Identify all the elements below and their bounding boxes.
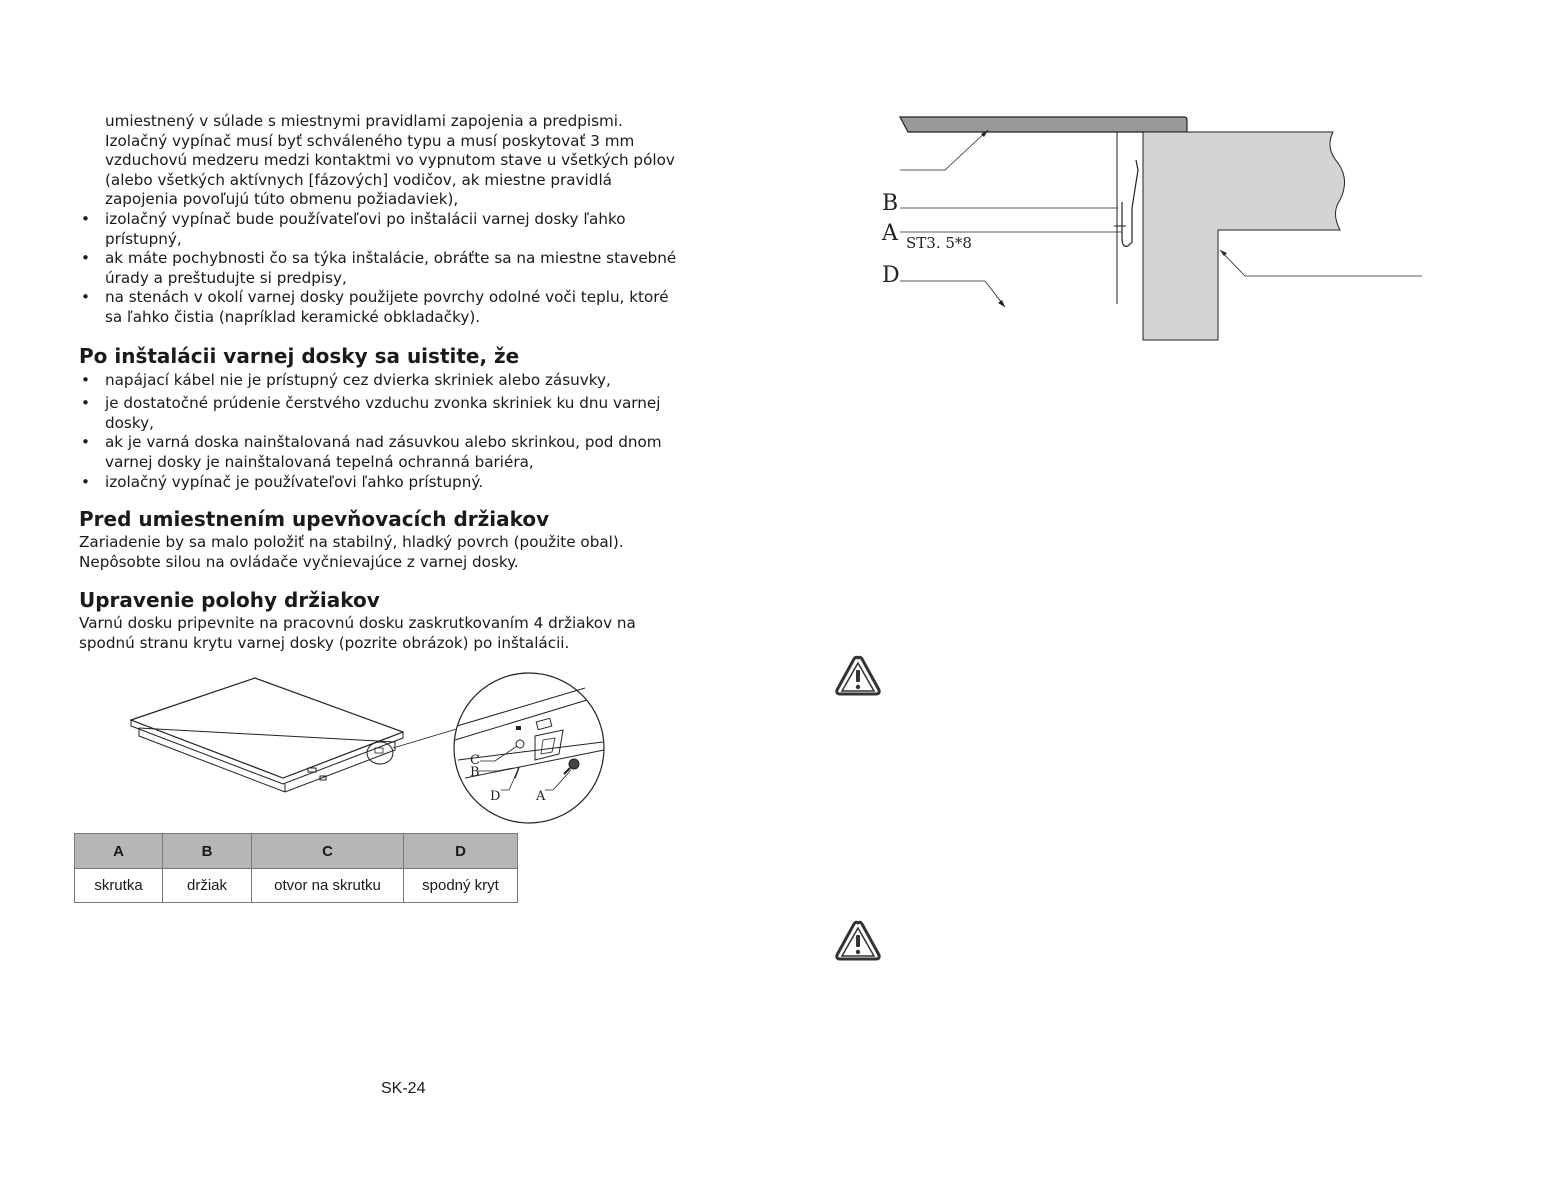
cad-label-b: B: [882, 191, 899, 216]
worktop-cross-section-figure: [870, 108, 1430, 348]
cad-label-d: D: [882, 263, 900, 288]
detail-circle: [454, 673, 604, 823]
bracket-clip: [1122, 160, 1138, 246]
cad-drawing: [870, 108, 1430, 348]
text-line: vzduchovú medzeru medzi kontaktmi vo vypnutom stave u všetkých pólov: [105, 151, 675, 170]
table-header-row: [75, 834, 518, 869]
parts-table: [74, 833, 518, 903]
warning-icon: [834, 919, 882, 963]
text-line: Nepôsobte silou na ovládače vyčnievajúce z varnej dosky.: [79, 552, 519, 571]
worktop: [1143, 132, 1345, 340]
hob-bracket-figure: [125, 668, 615, 828]
text-line: zapojenia povoľujú túto obmenu požiadaviek),: [105, 190, 459, 209]
heading-before-brackets: Pred umiestnením upevňovacích držiakov: [79, 507, 550, 532]
text-line: Varnú dosku pripevnite na pracovnú dosku zaskrutkovaním 4 držiakov na: [79, 614, 636, 633]
table-header-cell: A: [75, 834, 163, 869]
intro-paragraph: [79, 112, 729, 210]
text-line: spodnú stranu krytu varnej dosky (pozrite obrázok) po inštalácii.: [79, 633, 570, 652]
list-item: • ak máte pochybnosti čo sa týka inštalácie, obráťte sa na miestne stavebné úrady a preštudujte si predpisy,: [79, 249, 729, 288]
text-line: (alebo všetkých aktívnych [fázových] vodičov, ak miestne pravidlá: [105, 170, 612, 189]
heading-adjust-brackets: Upravenie polohy držiakov: [79, 588, 380, 613]
list-item: • je dostatočné prúdenie čerstvého vzduchu zvonka skriniek ku dnu varnej dosky,: [79, 394, 729, 433]
label-d: D: [490, 789, 501, 804]
heading-after-install: Po inštalácii varnej dosky sa uistite, že: [79, 343, 520, 368]
text-line: umiestnený v súlade s miestnymi pravidlami zapojenia a predpismi.: [105, 112, 623, 130]
label-a: A: [536, 789, 546, 804]
text-line: Zariadenie by sa malo položiť na stabilný, hladký povrch (použite obal).: [79, 533, 624, 552]
hob-glass: [900, 117, 1187, 132]
table-header-cell: D: [404, 834, 518, 869]
left-column: [79, 112, 729, 653]
table-row: [75, 869, 518, 903]
list-item: • napájací kábel nie je prístupný cez dvierka skriniek alebo zásuvky,: [79, 371, 729, 391]
list-item: • na stenách v okolí varnej dosky použijete povrchy odolné voči teplu, ktoré sa ľahko čistia (napríklad keramické obkladačky).: [79, 288, 729, 327]
table-header-cell: B: [163, 834, 252, 869]
label-c: C: [470, 753, 480, 768]
table-cell: držiak: [163, 869, 252, 903]
screw: [569, 759, 579, 769]
bullet-list-requirements: [79, 210, 729, 328]
hob-drawing: [125, 668, 615, 828]
warning-icon: [834, 654, 882, 698]
list-item: • izolačný vypínač je používateľovi ľahko prístupný.: [79, 473, 729, 493]
label-b: B: [470, 765, 480, 780]
table-cell: otvor na skrutku: [252, 869, 404, 903]
table-cell: skrutka: [75, 869, 163, 903]
text-line: Izolačný vypínač musí byť schváleného typu a musí poskytovať 3 mm: [105, 131, 635, 150]
page-number: SK-24: [381, 1080, 426, 1097]
cad-label-a: A: [882, 221, 898, 246]
table-header-cell: C: [252, 834, 404, 869]
bullet-list-after-install: [79, 371, 729, 493]
table-cell: spodný kryt: [404, 869, 518, 903]
list-item: • ak je varná doska nainštalovaná nad zásuvkou alebo skrinkou, pod dnom varnej dosky je nainštalovaná tepelná ochranná bariéra,: [79, 433, 729, 472]
list-item: • izolačný vypínač bude používateľovi po inštalácii varnej dosky ľahko prístupný,: [79, 210, 729, 249]
cad-screw-label: ST3. 5*8: [906, 234, 972, 252]
